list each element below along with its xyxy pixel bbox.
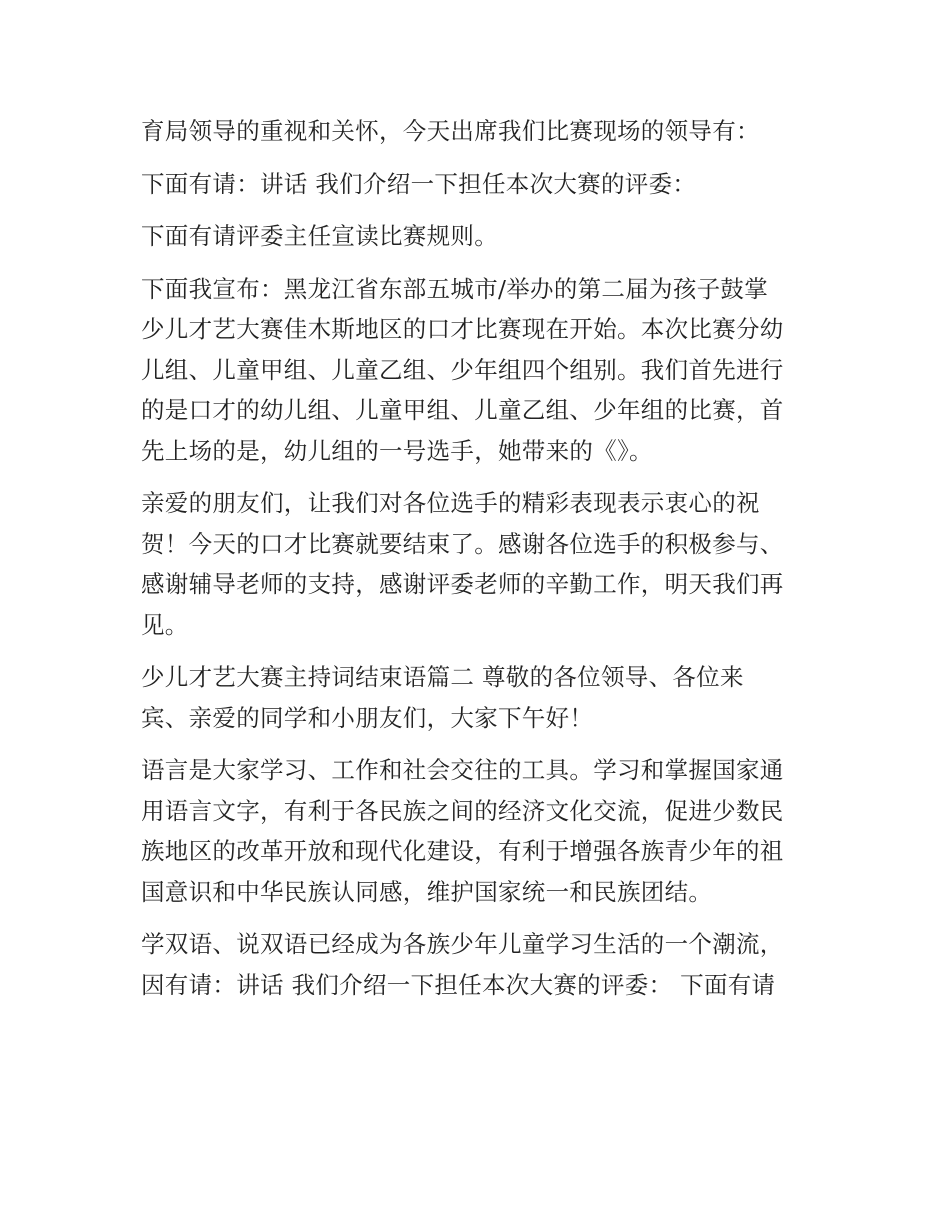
text-line: 育局领导的重视和关怀，今天出席我们比赛现场的领导有： bbox=[141, 117, 760, 145]
text-line: 语言是大家学习、工作和社会交往的工具。学习和掌握国家通 bbox=[141, 756, 784, 784]
text-line: 国意识和中华民族认同感，维护国家统一和民族团结。 bbox=[141, 877, 713, 906]
text-line: 的是口才的幼儿组、儿童甲组、儿童乙组、少年组的比赛，首 bbox=[141, 396, 784, 424]
text-line: 因有请：讲话 我们介绍一下担任本次大赛的评委： 下面有请 bbox=[141, 970, 776, 999]
text-line: 宾、亲爱的同学和小朋友们，大家下午好！ bbox=[141, 703, 594, 732]
text-line: 先上场的是，幼儿组的一号选手，她带来的《》。 bbox=[141, 436, 653, 465]
text-line: 下面有请评委主任宣读比赛规则。 bbox=[141, 222, 498, 250]
document-body bbox=[141, 111, 821, 1005]
text-line: 下面有请：讲话 我们介绍一下担任本次大赛的评委： bbox=[141, 169, 697, 198]
text-line: 族地区的改革开放和现代化建设，有利于增强各族青少年的祖 bbox=[141, 837, 784, 865]
text-line: 少儿才艺大赛主持词结束语篇二 尊敬的各位领导、各位来 bbox=[141, 663, 744, 691]
text-line: 亲爱的朋友们，让我们对各位选手的精彩表现表示衷心的祝 bbox=[141, 489, 760, 517]
text-line: 贺！今天的口才比赛就要结束了。感谢各位选手的积极参与、 bbox=[141, 529, 784, 558]
text-line: 儿组、儿童甲组、儿童乙组、少年组四个组别。我们首先进行 bbox=[141, 355, 784, 384]
text-line: 下面我宣布：黑龙江省东部五城市/举办的第二届为孩子鼓掌 bbox=[141, 274, 769, 303]
text-line: 学双语、说双语已经成为各族少年儿童学习生活的一个潮流， bbox=[141, 930, 784, 958]
text-line: 感谢辅导老师的支持，感谢评委老师的辛勤工作，明天我们再 bbox=[141, 570, 784, 598]
text-line: 见。 bbox=[141, 610, 189, 639]
text-line: 少儿才艺大赛佳木斯地区的口才比赛现在开始。本次比赛分幼 bbox=[141, 315, 784, 343]
text-line: 用语言文字，有利于各民族之间的经济文化交流，促进少数民 bbox=[141, 796, 784, 825]
